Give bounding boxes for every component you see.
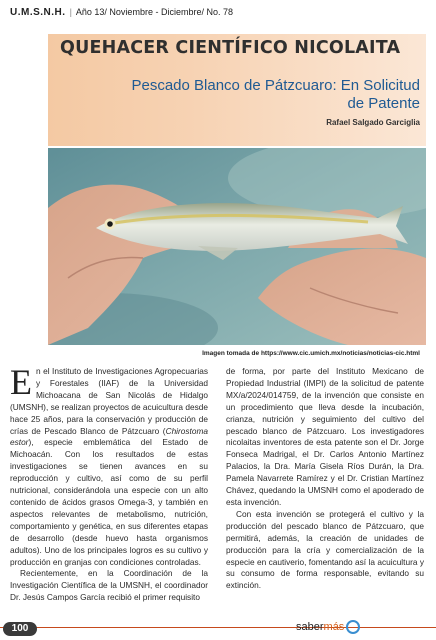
page-number: 100 (3, 622, 37, 636)
brand-text-b: más (323, 620, 345, 633)
paragraph-text: n el Instituto de Investigaciones Agropecuarias y Forestales (IIAF) de la Universidad Michoacana de San Nicolás de Hidalgo (UMSNH), se realizan proyectos de acuicultura desde hace 25 años, para la conservación y producción de crías de Pescado Blanco de Pátzcuaro ( (10, 366, 208, 436)
paragraph-intro (10, 362, 208, 568)
paragraph-text-cont: ), especie emblemática del Estado de Michoacán. Con los resultados de estas investigaciones se tienen avances en su reproducción y cultivo, así como de su perfil nutricional, considerándola una especie con un alto contenido de ácidos grasos Omega-3, y también en aspectos relevantes de metabolismo, nutrición, comportamiento y genética, en sus diferentes etapas de desarrollo (desde huevo hasta organismos adultos). Uno de los principales logros es su cultivo y producción en granjas con condiciones controladas. (10, 437, 208, 567)
fish-in-hands-image (48, 148, 426, 345)
article-author: Rafael Salgado Garciglia (326, 118, 420, 127)
paragraph-patent: de forma, por parte del Instituto Mexicano de Propiedad Industrial (IMPI) de la solicitud de patente MX/a/2024/014759, de la invención que consiste en un procedimiento que lleva desde la incubación, crianza, nutrición y seguimiento del cultivo del pescado blanco de Pátzcuaro. Los investigadores nicolaitas inventores de esta patente son el Dr. Jorge Fonseca Madrigal, el Dr. Carlos Antonio Martínez Palacios, la Dra. María Gisela Ríos Durán, la Dra. Pamela Navarrete Ramírez y el Dr. Cristian Martínez Chávez, quedando la UMSNH como el apoderado de esta invención. (226, 366, 424, 507)
section-title: QUEHACER CIENTÍFICO NICOLAITA (60, 38, 401, 58)
brand-logo (296, 620, 360, 634)
header-separator: | (69, 7, 72, 17)
species-name: Chirostoma estor (10, 425, 208, 448)
text-column-right (226, 366, 424, 592)
drop-cap: E (10, 362, 32, 402)
paragraph-second: Recientemente, en la Coordinación de la Investigación Científica de la UMSNH, el coordinador Dr. Jesús Campos García recibió el primer requisito (10, 568, 208, 603)
issue-info: Año 13/ Noviembre - Diciembre/ No. 78 (75, 7, 233, 17)
footer-rule (0, 627, 436, 628)
paragraph-conclusion: Con esta invención se protegerá el cultivo y la producción del pescado blanco de Pátzcuaro, que permitirá, además, la creación de unidades de producción para la cría y comercialización de la especie en cautiverio, fomentando así la acuicultura y su consumo de forma responsable, evitando su extinción. (226, 508, 424, 591)
fish-photo (48, 148, 426, 345)
brand-text-a: saber (296, 620, 324, 633)
brand-mark-icon (346, 620, 360, 634)
article-title: Pescado Blanco de Pátzcuaro: En Solicitud de Patente (131, 77, 420, 112)
running-header (10, 7, 233, 18)
text-column-left (10, 362, 208, 604)
image-caption: Imagen tomada de https://www.cic.umich.mx/noticias/noticias-cic.html (202, 350, 420, 357)
journal-org: U.M.S.N.H. (10, 7, 66, 18)
